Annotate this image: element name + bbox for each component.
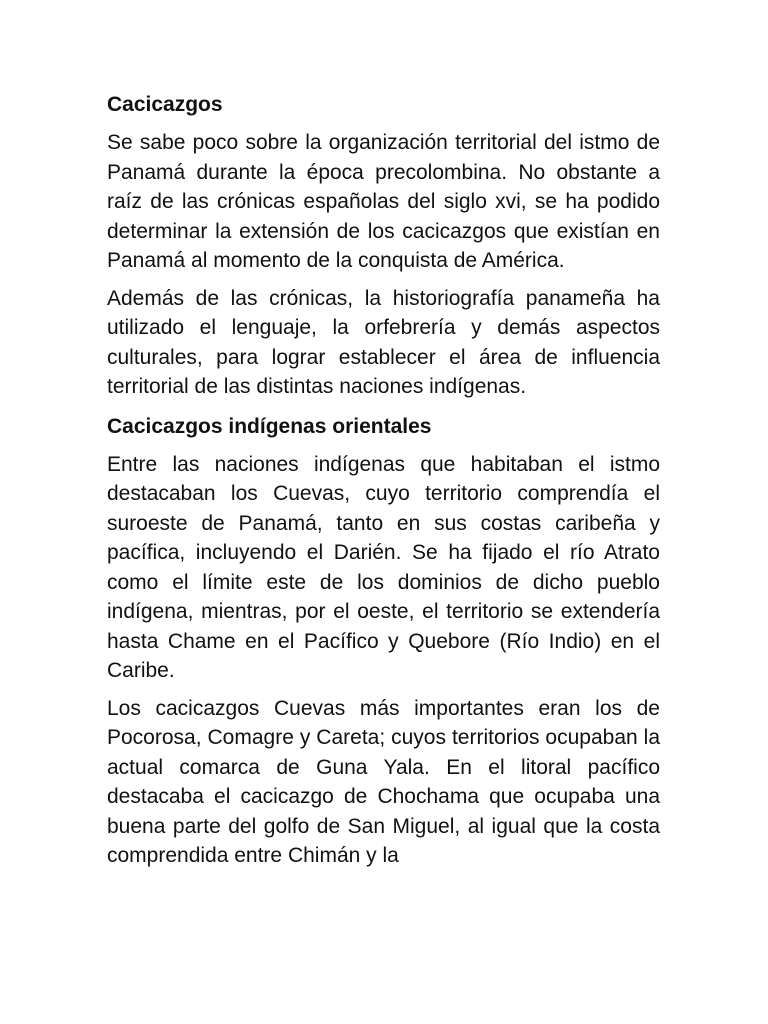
paragraph-cuevas: Entre las naciones indígenas que habitaban el istmo destacaban los Cuevas, cuyo territorio comprendía el suroeste de Panamá, tanto en sus costas caribeña y pacífica, incluyendo el Darién. Se ha fijado el río Atrato como el límite este de los dominios de dicho pueblo indígena, mientras, por el oeste, el territorio se extendería hasta Chame en el Pacífico y Quebore (Río Indio) en el Caribe. bbox=[107, 452, 660, 682]
paragraph-historiografia: Además de las crónicas, la historiografía panameña ha utilizado el lenguaje, la orfebrería y demás aspectos culturales, para lograr establecer el área de influencia territorial de las distintas naciones indígenas. bbox=[107, 286, 660, 398]
paragraph-cacicazgos-cuevas: Los cacicazgos Cuevas más importantes eran los de Pocorosa, Comagre y Careta; cuyos territorios ocupaban la actual comarca de Guna Yala. En el litoral pacífico destacaba el cacicazgo de Chochama que ocupaba una buena parte del golfo de San Miguel, al igual que la costa comprendida entre Chimán y la bbox=[107, 696, 660, 867]
document-page bbox=[107, 88, 660, 879]
paragraph-organizacion-territorial: Se sabe poco sobre la organización territorial del istmo de Panamá durante la época precolombina. No obstante a raíz de las crónicas españolas del siglo xvi, se ha podido determinar la extensión de los cacicazgos que existían en Panamá al momento de la conquista de América. bbox=[107, 131, 660, 272]
section-heading-cacicazgos-orientales: Cacicazgos indígenas orientales bbox=[107, 414, 432, 438]
section-heading-cacicazgos: Cacicazgos bbox=[107, 93, 223, 116]
